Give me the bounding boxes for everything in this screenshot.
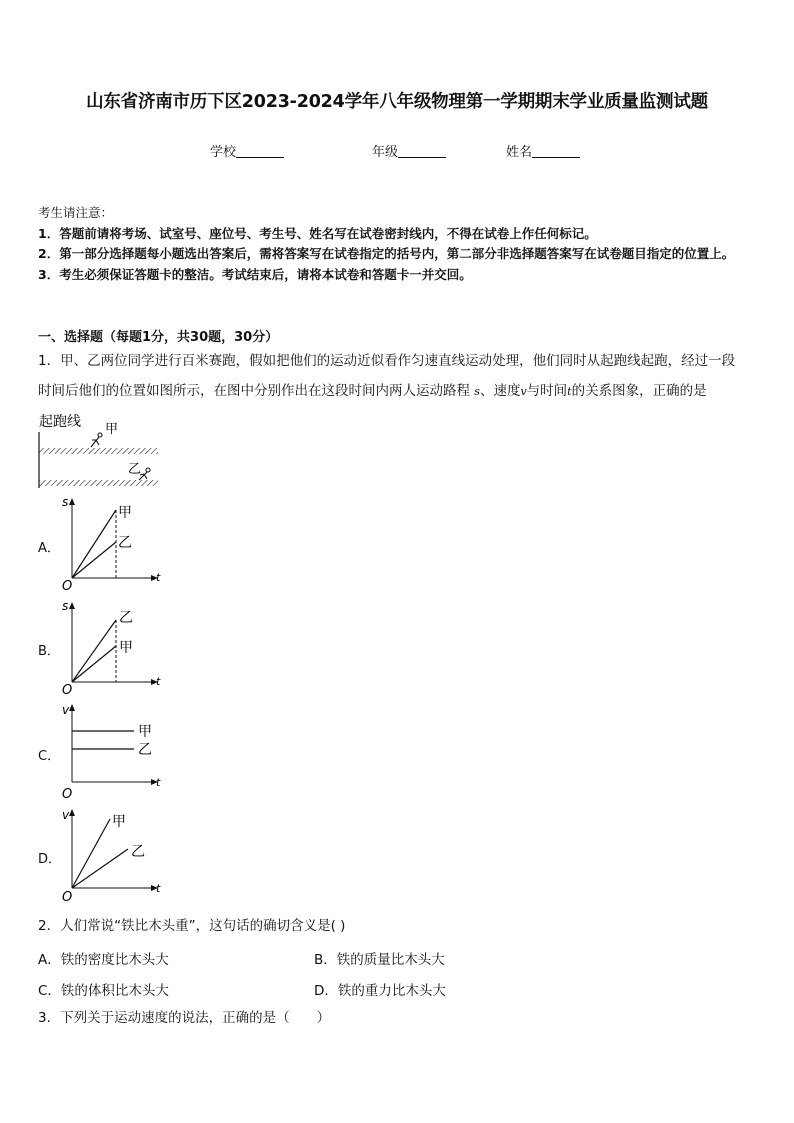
svg-text:乙: 乙 <box>119 610 133 626</box>
note-item: 2．第一部分选择题每小题选出答案后，需将答案写在试卷指定的括号内，第二部分非选择题答案写在试卷题目指定的位置上。 <box>38 246 735 261</box>
svg-text:甲: 甲 <box>112 814 126 830</box>
q1-option-d-graph <box>58 805 168 905</box>
q1-option-b-label[interactable]: B． <box>38 644 60 659</box>
svg-text:t: t <box>156 675 161 688</box>
svg-text:甲: 甲 <box>138 724 152 740</box>
start-line-label: 起跑线 <box>39 414 81 430</box>
svg-text:v: v <box>62 808 70 822</box>
runner-yi-label: 乙 <box>128 462 142 477</box>
svg-text:t: t <box>156 882 161 895</box>
svg-text:乙: 乙 <box>118 535 132 551</box>
race-figure <box>36 410 166 492</box>
notes-heading: 考生请注意： <box>38 205 114 220</box>
track-lane-bottom <box>39 480 158 486</box>
grade-label: 年级 <box>372 145 399 160</box>
runner-jia-icon <box>91 433 102 447</box>
section-heading: 一、选择题（每题1分，共30题，30分） <box>38 330 279 345</box>
svg-text:t: t <box>156 776 161 789</box>
grade-blank <box>398 144 446 158</box>
name-label: 姓名 <box>506 145 533 160</box>
q1-option-d-label[interactable]: D． <box>38 852 62 867</box>
svg-text:v: v <box>62 703 70 717</box>
q1-option-c-graph <box>58 700 168 804</box>
q1-option-a-label[interactable]: A． <box>38 541 60 556</box>
q1-line1: 1．甲、乙两位同学进行百米赛跑，假如把他们的运动近似看作匀速直线运动处理，他们同时从起跑线起跑，经过一段 <box>38 353 736 369</box>
school-field <box>210 141 284 160</box>
q2-option-c[interactable]: C．铁的体积比木头大 <box>38 983 169 999</box>
var-v: v <box>520 385 527 398</box>
svg-text:甲: 甲 <box>118 505 132 521</box>
svg-text:O: O <box>62 787 73 802</box>
page-title: 山东省济南市历下区2023-2024学年八年级物理第一学期期末学业质量监测试题 <box>86 92 708 112</box>
track-lane-top <box>39 448 158 454</box>
svg-text:s: s <box>62 495 69 509</box>
var-t: t <box>567 385 572 398</box>
q2-option-d[interactable]: D．铁的重力比木头大 <box>314 983 446 999</box>
svg-text:乙: 乙 <box>138 742 152 758</box>
svg-text:O: O <box>62 683 73 696</box>
question-2-stem: 2．人们常说“铁比木头重”，这句话的确切含义是( ) <box>38 918 346 934</box>
q1-line2: 时间后他们的位置如图所示，在图中分别作出在这段时间内两人运动路程 s、速度v与时间t的关系图象，正确的是 <box>38 383 707 399</box>
note-item: 3．考生必须保证答题卡的整洁。考试结束后，请将本试卷和答题卡一并交回。 <box>38 266 472 282</box>
var-s: s <box>474 385 480 398</box>
svg-text:s: s <box>62 599 69 613</box>
school-label: 学校 <box>210 145 237 160</box>
svg-text:甲: 甲 <box>119 640 133 656</box>
q1-option-b-graph <box>58 596 168 696</box>
exam-notes <box>38 203 763 285</box>
svg-text:O: O <box>62 579 73 592</box>
q2-option-b[interactable]: B．铁的质量比木头大 <box>314 952 445 968</box>
q1-option-a-graph <box>58 492 168 592</box>
name-blank <box>532 144 580 158</box>
svg-text:O: O <box>62 890 73 905</box>
grade-field <box>372 141 446 160</box>
q2-option-a[interactable]: A．铁的密度比木头大 <box>38 952 169 968</box>
line-lower <box>72 542 116 578</box>
svg-text:乙: 乙 <box>131 844 145 860</box>
q1-option-c-label[interactable]: C． <box>38 749 61 764</box>
runner-jia-label: 甲 <box>105 422 119 437</box>
school-blank <box>236 144 284 158</box>
question-1-stem <box>38 346 768 407</box>
note-item: 1．答题前请将考场、试室号、座位号、考生号、姓名写在试卷密封线内，不得在试卷上作任何标记。 <box>38 225 597 241</box>
name-field <box>506 141 580 160</box>
line-upper <box>72 510 116 578</box>
question-3-stem: 3．下列关于运动速度的说法，正确的是（ ） <box>38 1010 331 1026</box>
svg-text:t: t <box>156 571 161 584</box>
